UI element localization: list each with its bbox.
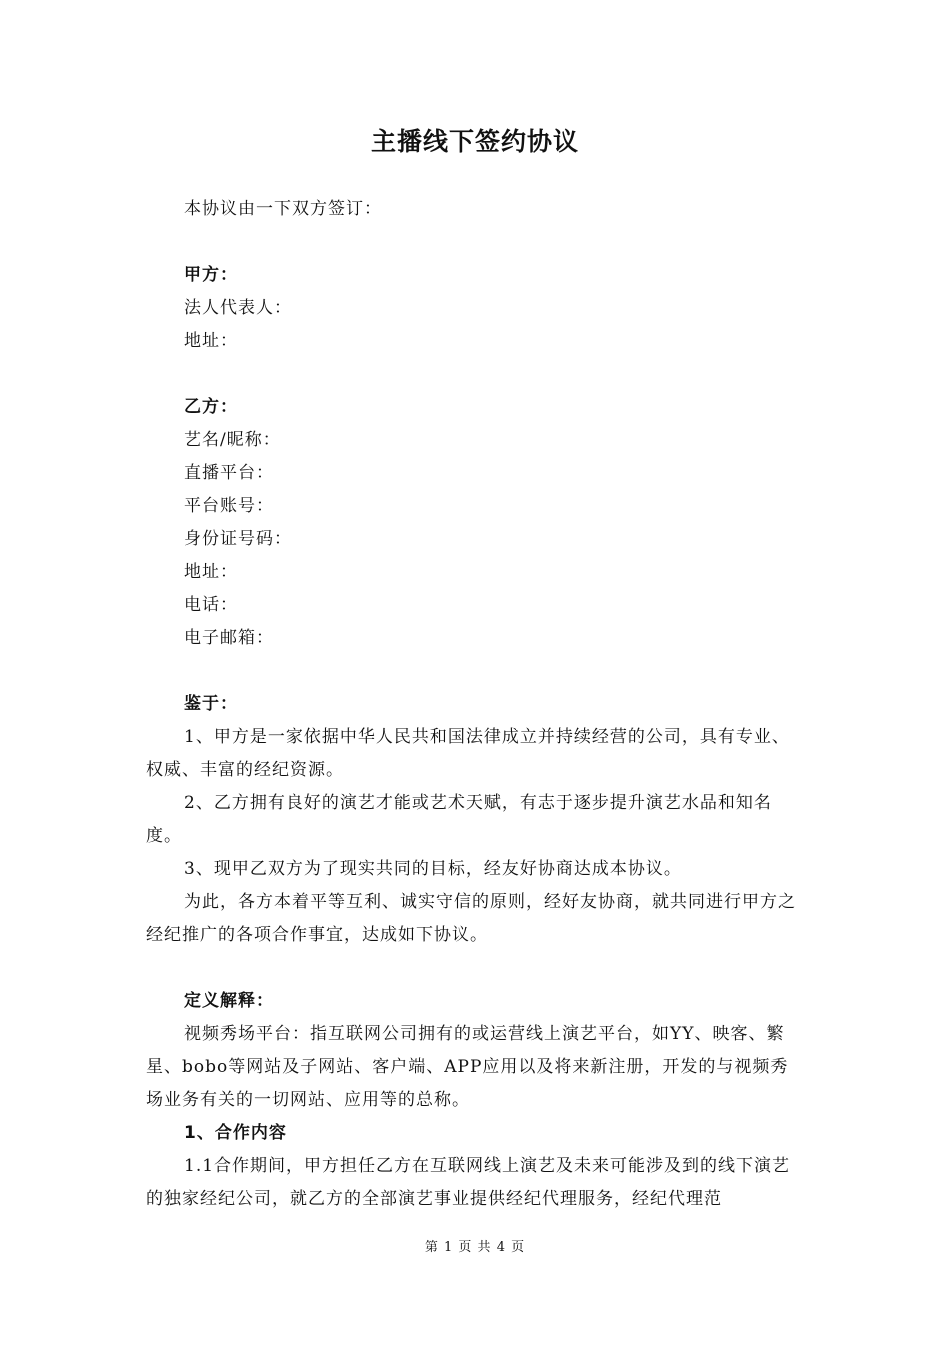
party-b-email: 电子邮箱： bbox=[184, 628, 274, 648]
party-b-platform: 直播平台： bbox=[184, 463, 274, 483]
whereas-item-3: 3、现甲乙双方为了现实共同的目标，经友好协商达成本协议。 bbox=[184, 859, 682, 879]
definitions-text: 视频秀场平台：指互联网公司拥有的或运营线上演艺平台，如YY、映客、繁星、bobo等网站及子网站、客户端、APP应用以及将来新注册，开发的与视频秀场业务有关的一切网站、应用等的总称。 bbox=[146, 1024, 789, 1110]
whereas-item-2: 2、乙方拥有良好的演艺才能或艺术天赋，有志于逐步提升演艺水品和知名度。 bbox=[146, 793, 772, 846]
party-a-legal-rep: 法人代表人： bbox=[184, 298, 292, 318]
party-b-address: 地址： bbox=[184, 562, 238, 582]
definitions-heading: 定义解释： bbox=[184, 991, 274, 1011]
section-1-heading: 1、合作内容 bbox=[184, 1123, 287, 1143]
party-b-heading: 乙方： bbox=[184, 397, 238, 417]
whereas-item-1: 1、甲方是一家依据中华人民共和国法律成立并持续经营的公司，具有专业、权威、丰富的经纪资源。 bbox=[146, 727, 790, 780]
section-1-text: 1.1合作期间，甲方担任乙方在互联网线上演艺及未来可能涉及到的线下演艺的独家经纪公司，就乙方的全部演艺事业提供经纪代理服务，经纪代理范 bbox=[146, 1156, 791, 1209]
party-b-phone: 电话： bbox=[184, 595, 238, 615]
intro-line: 本协议由一下双方签订： bbox=[184, 199, 382, 219]
spacer bbox=[146, 358, 806, 391]
party-a-heading: 甲方： bbox=[184, 265, 238, 285]
whereas-heading: 鉴于： bbox=[184, 694, 238, 714]
party-b-id-number: 身份证号码： bbox=[184, 529, 292, 549]
spacer bbox=[146, 226, 806, 259]
document-body bbox=[146, 193, 806, 1216]
page-footer: 第 1 页 共 4 页 bbox=[424, 1240, 526, 1255]
party-a-address: 地址： bbox=[184, 331, 238, 351]
document-title: 主播线下签约协议 bbox=[370, 127, 579, 156]
party-b-stage-name: 艺名/昵称： bbox=[184, 430, 281, 450]
spacer bbox=[146, 655, 806, 688]
whereas-conclusion: 为此，各方本着平等互利、诚实守信的原则，经好友协商，就共同进行甲方之经纪推广的各项合作事宜，达成如下协议。 bbox=[146, 892, 796, 945]
spacer bbox=[146, 952, 806, 985]
party-b-account: 平台账号： bbox=[184, 496, 274, 516]
